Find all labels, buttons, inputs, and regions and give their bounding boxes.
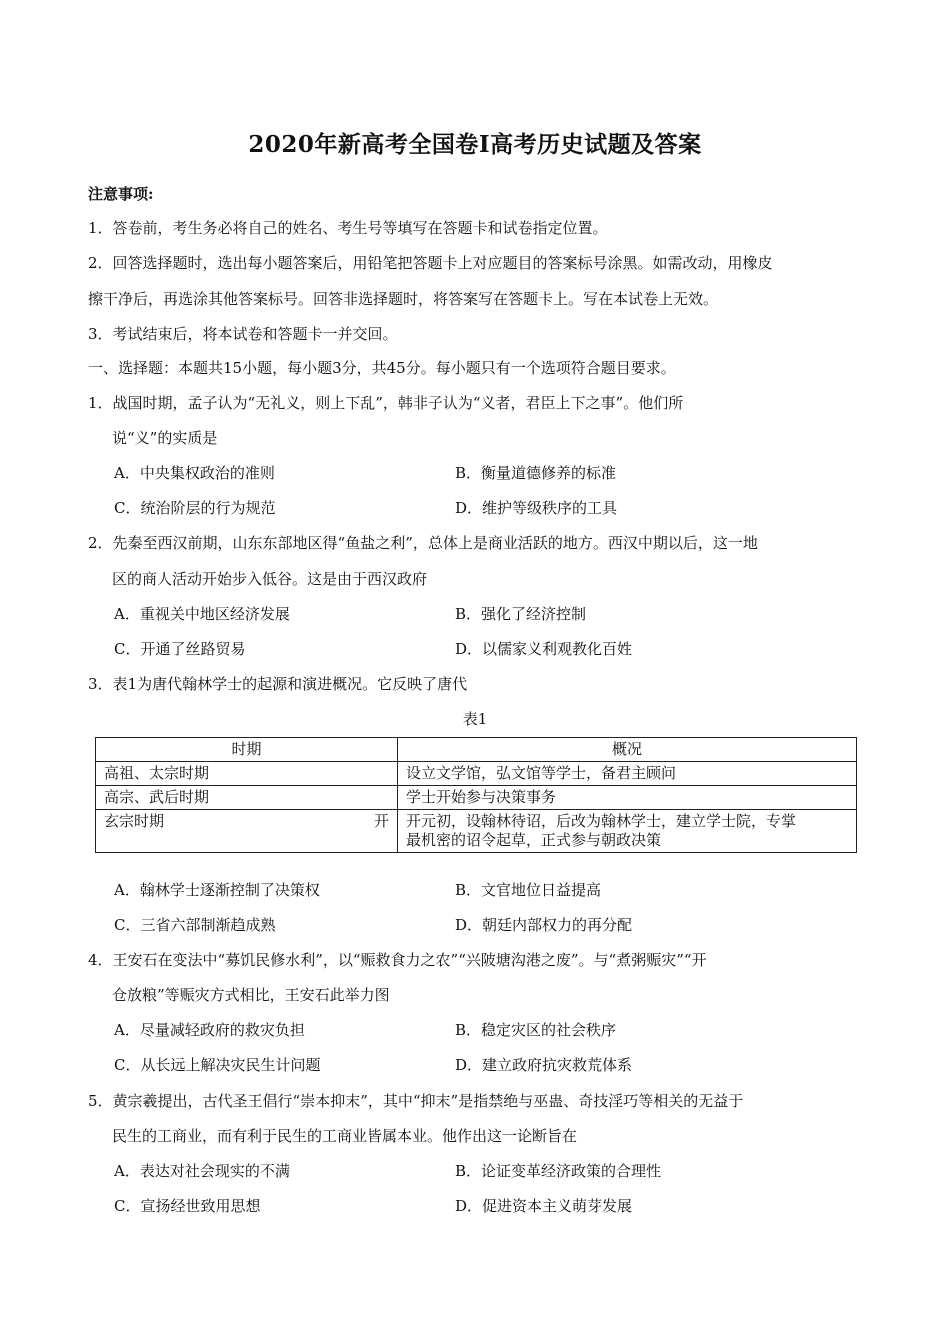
table-cell-period: 高宗、武后时期 bbox=[96, 786, 398, 810]
table-row bbox=[96, 786, 857, 810]
option-b: B．文官地位日益提高 bbox=[455, 881, 602, 899]
option-a: A．翰林学士逐渐控制了决策权 bbox=[114, 881, 320, 899]
option-c: C．宣扬经世致用思想 bbox=[114, 1197, 261, 1215]
notice-item: 1．答卷前，考生务必将自己的姓名、考生号等填写在答题卡和试卷指定位置。 bbox=[88, 219, 608, 237]
page-title: 2020年新高考全国卷Ⅰ高考历史试题及答案 bbox=[248, 131, 702, 158]
option-c: C．三省六部制渐趋成熟 bbox=[114, 916, 276, 934]
table-header: 概况 bbox=[398, 738, 857, 762]
option-c: C．从长远上解决灾民生计问题 bbox=[114, 1056, 321, 1074]
question-stem: 说“义”的实质是 bbox=[112, 429, 218, 447]
question-stem: 2．先秦至西汉前期，山东东部地区得“鱼盐之利”，总体上是商业活跃的地方。西汉中期以后，这一地 bbox=[88, 534, 758, 552]
option-c: C．开通了丝路贸易 bbox=[114, 640, 246, 658]
option-a: A．尽量减轻政府的救灾负担 bbox=[114, 1021, 305, 1039]
table-row bbox=[96, 762, 857, 786]
question-stem: 民生的工商业，而有利于民生的工商业皆属本业。他作出这一论断旨在 bbox=[112, 1127, 578, 1145]
summary-line: 开元初，设翰林待诏，后改为翰林学士，建立学士院，专掌 bbox=[406, 812, 797, 830]
period-tail: 开 bbox=[373, 812, 389, 830]
option-d: D．朝廷内部权力的再分配 bbox=[455, 916, 633, 934]
option-b: B．论证变革经济政策的合理性 bbox=[455, 1162, 662, 1180]
option-a: A．表达对社会现实的不满 bbox=[114, 1162, 290, 1180]
question-stem: 3．表1为唐代翰林学士的起源和演进概况。它反映了唐代 bbox=[88, 675, 468, 693]
option-d: D．维护等级秩序的工具 bbox=[455, 499, 618, 517]
question-stem: 区的商人活动开始步入低谷。这是由于西汉政府 bbox=[112, 570, 428, 588]
table-row bbox=[96, 810, 857, 853]
notice-heading: 注意事项: bbox=[88, 185, 154, 203]
question-stem: 1．战国时期，孟子认为“无礼义，则上下乱”，韩非子认为“义者，君臣上下之事”。他们所 bbox=[88, 394, 684, 412]
table-cell-period bbox=[96, 810, 398, 853]
table-cell-summary: 学士开始参与决策事务 bbox=[398, 786, 857, 810]
option-d: D．以儒家义利观教化百姓 bbox=[455, 640, 633, 658]
option-a: A．中央集权政治的准则 bbox=[114, 464, 275, 482]
option-d: D．建立政府抗灾救荒体系 bbox=[455, 1056, 633, 1074]
question-stem: 5．黄宗羲提出，古代圣王倡行“崇本抑末”，其中“抑末”是指禁绝与巫蛊、奇技淫巧等相关的无益于 bbox=[88, 1092, 744, 1110]
notice-item: 3．考试结束后，将本试卷和答题卡一并交回。 bbox=[88, 325, 398, 343]
option-b: B．衡量道德修养的标准 bbox=[455, 464, 617, 482]
table-header: 时期 bbox=[96, 738, 398, 762]
question-stem: 4．王安石在变法中“募饥民修水利”，以“赈救食力之农”“兴陂塘沟港之废”。与“煮粥赈灾”“开 bbox=[88, 951, 707, 969]
section-heading: 一、选择题：本题共15小题，每小题3分，共45分。每小题只有一个选项符合题目要求。 bbox=[88, 359, 676, 377]
option-b: B．强化了经济控制 bbox=[455, 605, 587, 623]
table-cell-period: 高祖、太宗时期 bbox=[96, 762, 398, 786]
table-cell-summary: 设立文学馆，弘文馆等学士，备君主顾问 bbox=[398, 762, 857, 786]
question-stem: 仓放粮”等赈灾方式相比，王安石此举力图 bbox=[112, 986, 390, 1004]
table-caption: 表1 bbox=[462, 710, 488, 728]
table-cell-summary bbox=[398, 810, 857, 853]
option-a: A．重视关中地区经济发展 bbox=[114, 605, 290, 623]
option-c: C．统治阶层的行为规范 bbox=[114, 499, 276, 517]
period-text: 玄宗时期 bbox=[104, 812, 165, 830]
table-header-row bbox=[96, 738, 857, 762]
option-b: B．稳定灾区的社会秩序 bbox=[455, 1021, 617, 1039]
summary-line: 最机密的诏令起草，正式参与朝政决策 bbox=[406, 831, 662, 849]
notice-item: 擦干净后，再选涂其他答案标号。回答非选择题时，将答案写在答题卡上。写在本试卷上无效。 bbox=[88, 290, 719, 308]
option-d: D．促进资本主义萌芽发展 bbox=[455, 1197, 633, 1215]
notice-item: 2．回答选择题时，选出每小题答案后，用铅笔把答题卡上对应题目的答案标号涂黑。如需改动，用橡皮 bbox=[88, 254, 773, 272]
table-1 bbox=[95, 737, 857, 853]
